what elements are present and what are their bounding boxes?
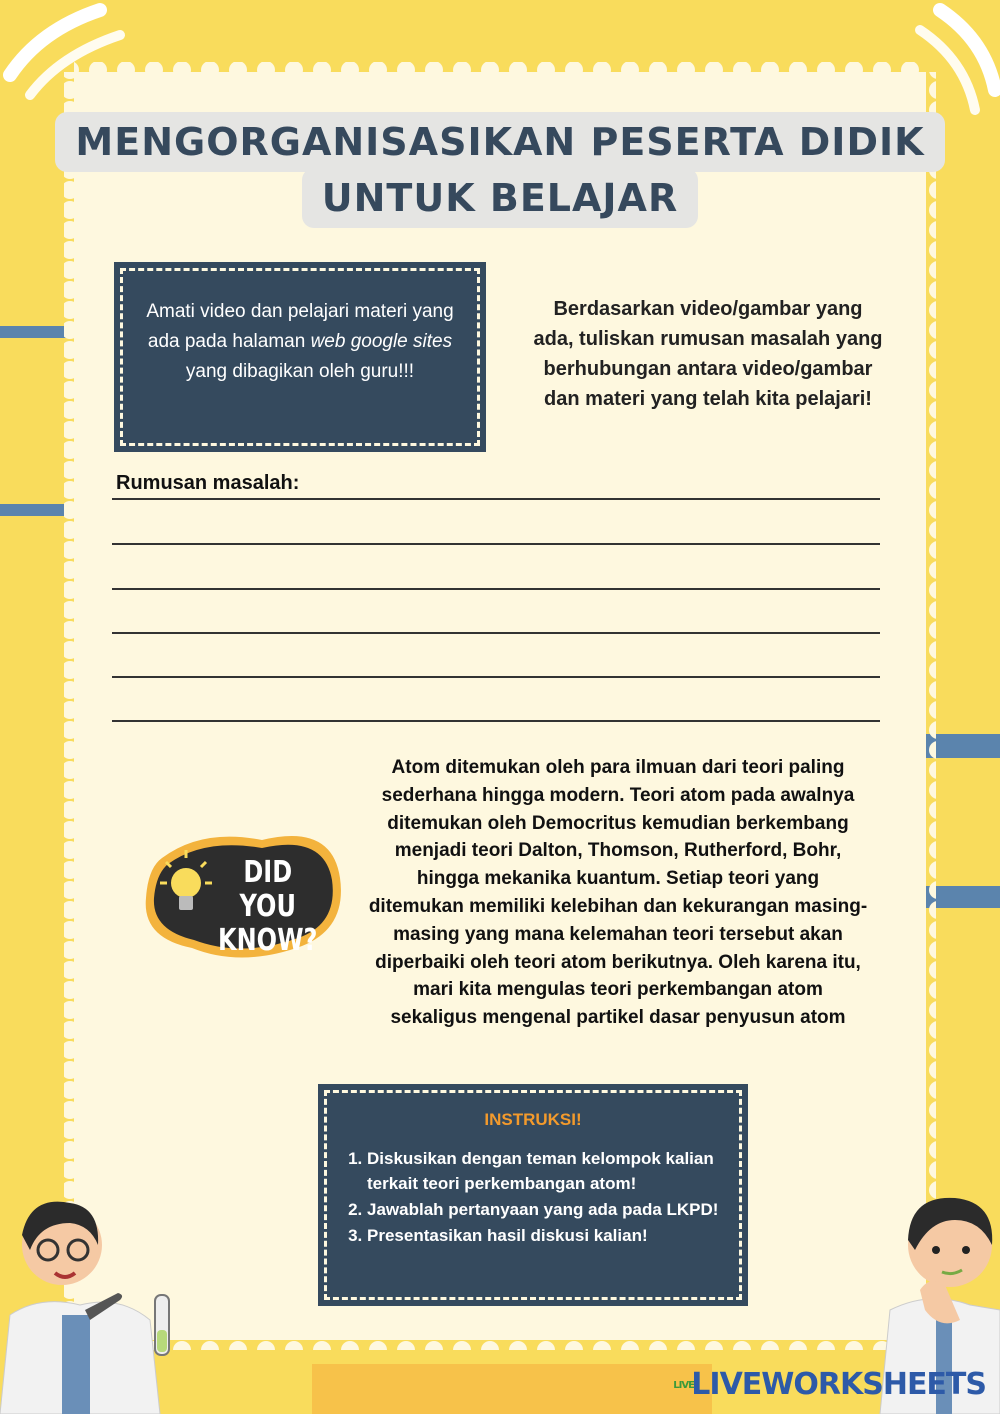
box-text-italic: web google sites [310,331,453,352]
answer-line[interactable] [112,588,880,590]
rumusan-masalah-label: Rumusan masalah: [116,472,300,494]
title-line-1: MENGORGANISASIKAN PESERTA DIDIK [55,112,944,172]
instruction-item: 2. Jawablah pertanyaan yang ada pada LKPD! [367,1197,719,1222]
answer-line[interactable] [112,720,880,722]
instruction-item: 3. Presentasikan hasil diskusi kalian! [367,1223,719,1248]
problem-formulation-instruction: Berdasarkan video/gambar yang ada, tuliskan rumusan masalah yang berhubungan antara video/gambar dan materi yang telah kita pelajari! [533,298,883,410]
did-you-know-text [218,856,317,958]
answer-line[interactable] [112,498,880,500]
instructions-list [347,1146,719,1248]
box-text-after: yang dibagikan oleh guru!!! [185,361,415,382]
box-text-before: Amati video dan pelajari materi yang ada pada halaman [146,301,454,352]
did-you-know-badge [142,828,342,958]
scientist-illustration-left [0,1195,200,1414]
page-title [0,112,1000,228]
answer-line[interactable] [112,543,880,545]
liveworksheets-logo [673,1367,986,1402]
logo-text: LIVEWORKSHEETS [691,1367,986,1402]
instruction-item: 1. Diskusikan dengan teman kelompok kalian terkait teori perkembangan atom! [367,1146,719,1196]
did-you-know-line-2: KNOW? [218,923,318,958]
instructions-title: INSTRUKSI! [484,1110,582,1129]
video-instruction-box [120,268,480,446]
title-line-2: UNTUK BELAJAR [302,168,698,228]
atom-paragraph: Atom ditemukan oleh para ilmuan dari teori paling sederhana hingga modern. Teori atom pada awalnya ditemukan oleh Democritus kemudian berkembang menjadi teori Dalton, Thomson, Rutherford, Bohr, hingga mekanika kuantum. Setiap teori yang ditemukan memiliki kelebihan dan kekurangan masing-masing yang mana kelemahan teori tersebut akan diperbaiki oleh teori atom berikutnya. Oleh karena itu, mari kita mengulas teori perkembangan atom sekaligus mengenal partikel dasar penyusun atom [368,757,868,1029]
answer-line[interactable] [112,676,880,678]
instructions-box [324,1090,742,1300]
did-you-know-line-1: DID YOU [239,855,296,924]
answer-line[interactable] [112,632,880,634]
live-badge-icon: LIVE [673,1379,694,1391]
